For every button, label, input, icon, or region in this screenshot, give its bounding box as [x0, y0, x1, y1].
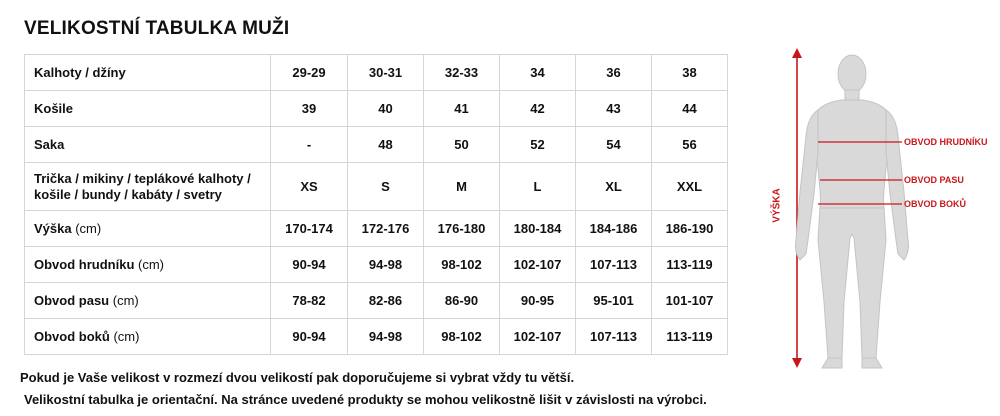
chest-label: OBVOD HRUDNÍKU	[904, 137, 988, 147]
table-cell: 90-94	[271, 319, 348, 355]
hips-label: OBVOD BOKŮ	[904, 199, 967, 209]
note-orientation: Velikostní tabulka je orientační. Na stránce uvedené produkty se mohou velikostně lišit v závislosti na výrobci.	[24, 392, 707, 407]
row-unit: (cm)	[113, 328, 140, 344]
table-cell: 170-174	[271, 211, 348, 247]
table-cell: 86-90	[424, 283, 500, 319]
table-cell: 52	[500, 127, 576, 163]
table-row	[25, 127, 728, 163]
table-cell: 41	[424, 91, 500, 127]
table-cell: 34	[500, 55, 576, 91]
table-cell: 48	[348, 127, 424, 163]
row-label: Obvod hrudníku (cm)	[25, 247, 271, 283]
table-row	[25, 283, 728, 319]
note-larger-size: Pokud je Vaše velikost v rozmezí dvou velikostí pak doporučujeme si vybrat vždy tu větší.	[20, 370, 575, 385]
table-cell: XL	[576, 163, 652, 211]
table-cell: 98-102	[424, 247, 500, 283]
body-silhouette	[796, 55, 909, 368]
table-cell: 172-176	[348, 211, 424, 247]
table-cell: 44	[652, 91, 728, 127]
table-cell: 40	[348, 91, 424, 127]
row-label: Saka	[25, 127, 271, 163]
table-row	[25, 319, 728, 355]
table-cell: 180-184	[500, 211, 576, 247]
table-cell: 98-102	[424, 319, 500, 355]
table-cell: 184-186	[576, 211, 652, 247]
table-cell: 113-119	[652, 319, 728, 355]
table-cell: 39	[271, 91, 348, 127]
table-row	[25, 91, 728, 127]
table-cell: 113-119	[652, 247, 728, 283]
table-row	[25, 247, 728, 283]
row-label: Trička / mikiny / teplákové kalhoty / košile / bundy / kabáty / svetry	[25, 163, 271, 211]
row-unit: (cm)	[112, 292, 139, 308]
table-cell: 78-82	[271, 283, 348, 319]
table-cell: 32-33	[424, 55, 500, 91]
page-title: VELIKOSTNÍ TABULKA MUŽI	[24, 18, 290, 39]
table-cell: M	[424, 163, 500, 211]
table-row	[25, 163, 728, 211]
height-label: VÝŠKA	[771, 188, 783, 223]
table-cell: S	[348, 163, 424, 211]
body-measurement-figure	[770, 40, 1000, 380]
table-cell: XS	[271, 163, 348, 211]
table-cell: 101-107	[652, 283, 728, 319]
table-cell: 90-95	[500, 283, 576, 319]
table-cell: 38	[652, 55, 728, 91]
table-cell: 94-98	[348, 319, 424, 355]
size-table	[24, 54, 728, 355]
table-cell: 82-86	[348, 283, 424, 319]
table-cell: 186-190	[652, 211, 728, 247]
row-label: Obvod boků (cm)	[25, 319, 271, 355]
table-cell: XXL	[652, 163, 728, 211]
table-cell: 107-113	[576, 319, 652, 355]
table-cell: 50	[424, 127, 500, 163]
table-cell: 36	[576, 55, 652, 91]
row-unit: (cm)	[75, 220, 102, 236]
waist-label: OBVOD PASU	[904, 175, 964, 185]
table-cell: L	[500, 163, 576, 211]
row-label: Košile	[25, 91, 271, 127]
table-cell: 90-94	[271, 247, 348, 283]
row-label: Výška (cm)	[25, 211, 271, 247]
table-cell: 176-180	[424, 211, 500, 247]
table-cell: 30-31	[348, 55, 424, 91]
table-cell: 56	[652, 127, 728, 163]
human-silhouette	[770, 40, 1000, 380]
table-cell: 43	[576, 91, 652, 127]
table-cell: 102-107	[500, 247, 576, 283]
table-cell: 54	[576, 127, 652, 163]
table-row	[25, 211, 728, 247]
table-cell: 42	[500, 91, 576, 127]
row-label: Obvod pasu (cm)	[25, 283, 271, 319]
table-cell: 95-101	[576, 283, 652, 319]
table-cell: 94-98	[348, 247, 424, 283]
table-cell: 29-29	[271, 55, 348, 91]
row-label: Kalhoty / džíny	[25, 55, 271, 91]
table-row	[25, 55, 728, 91]
table-cell: 107-113	[576, 247, 652, 283]
table-cell: 102-107	[500, 319, 576, 355]
table-cell: -	[271, 127, 348, 163]
row-unit: (cm)	[138, 256, 165, 272]
